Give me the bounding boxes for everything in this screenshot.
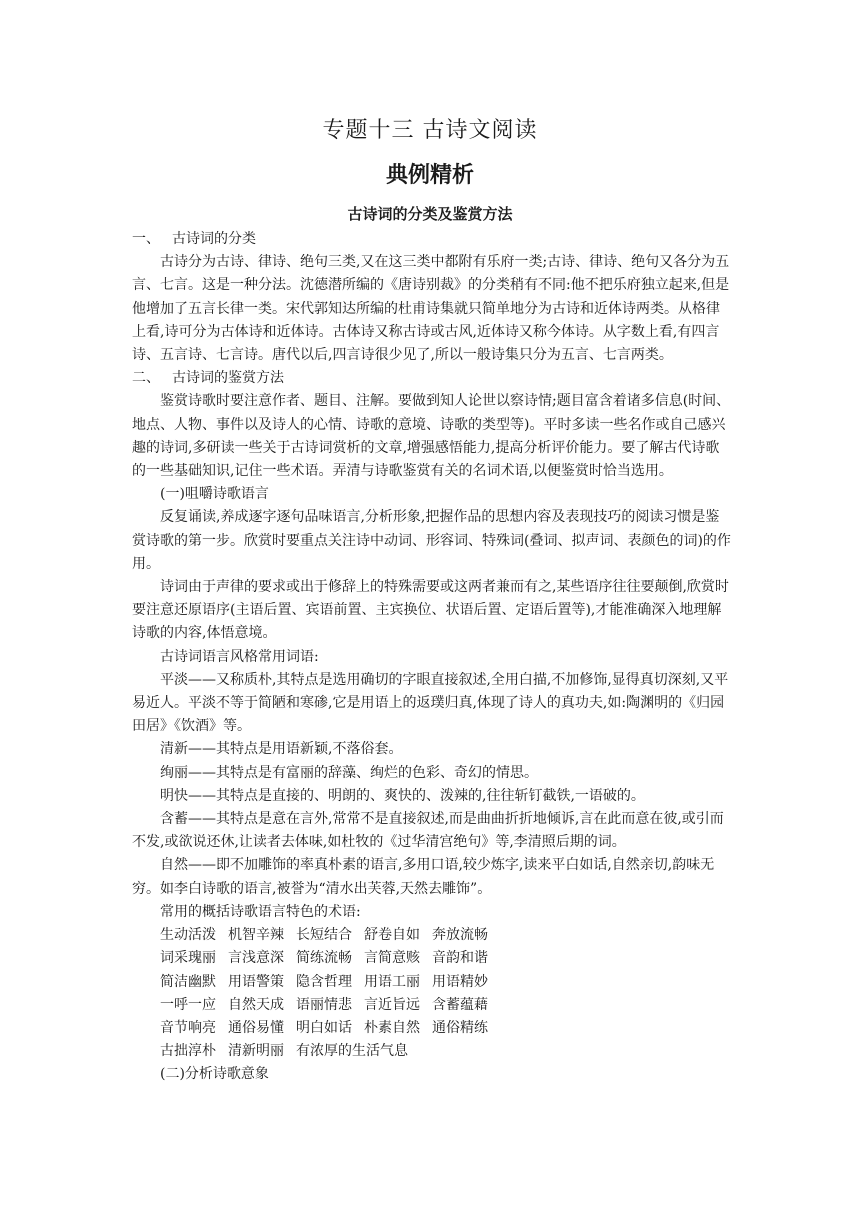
term: 朴素自然: [364, 1019, 420, 1036]
paragraph: 诗词由于声律的要求或出于修辞上的特殊需要或这两者兼而有之,某些语序往往要颠倒,欣赏时要注意还原语序(主语后置、宾语前置、主宾换位、状语后置、定语后置等),才能准确深入地理解诗歌的内容,体悟意境。: [132, 579, 729, 642]
term: 言浅意深: [228, 950, 284, 967]
term: 用语警策: [228, 973, 284, 990]
heading-text: 古诗词的分类: [172, 231, 256, 247]
paragraph: 鉴赏诗歌时要注意作者、题目、注解。要做到知人论世以察诗情;题目富含着诸多信息(时间、地点、人物、事件以及诗人的心情、诗歌的意境、诗歌的类型等)。平时多读一些名作或自己感兴趣的诗词,多研读一些关于古诗词赏析的文章,增强感悟能力,提高分析评价能力。要了解古代诗歌的一些基础知识,记住一些术语。弄清与诗歌鉴赏有关的名词术语,以便鉴赏时恰当选用。: [132, 393, 731, 480]
terms-row: [160, 1040, 732, 1063]
term: 通俗易懂: [228, 1019, 284, 1036]
term: 长短结合: [296, 927, 352, 944]
term: 古拙淳朴: [160, 1043, 216, 1060]
paragraph: 平淡——又称质朴,其特点是选用确切的字眼直接叙述,全用白描,不加修饰,显得真切深刻,又平易近人。平淡不等于简陋和寒碜,它是用语上的返璞归真,体现了诗人的真功夫,如:陶渊明的《归园田居》《饮酒》等。: [132, 671, 729, 735]
term: 语丽情悲: [296, 996, 352, 1013]
heading-text: 古诗词的鉴赏方法: [172, 370, 284, 387]
term: 用语工丽: [364, 973, 420, 990]
paragraph: 清新——其特点是用语新颖,不落俗套。: [160, 741, 403, 758]
term: 舒卷自如: [364, 927, 420, 944]
term: 通俗精练: [432, 1019, 488, 1036]
term: 言近旨远: [364, 996, 420, 1013]
subheading-language: (一)咀嚼诗歌语言: [160, 486, 269, 503]
paragraph: 明快——其特点是直接的、明朗的、爽快的、泼辣的,往往斩钉截铁,一语破的。: [160, 787, 645, 804]
term: 有浓厚的生活气息: [296, 1043, 408, 1060]
document-body: [132, 228, 732, 1087]
paragraph: 自然——即不加雕饰的率真朴素的语言,多用口语,较少炼字,读来平白如话,自然亲切,韵味无穷。如李白诗歌的语言,被誉为“清水出芙蓉,天然去雕饰”。: [132, 857, 715, 897]
term: 用语精妙: [432, 973, 488, 990]
paragraph: 反复诵读,养成逐字逐句品味语言,分析形象,把握作品的思想内容及表现技巧的阅读习惯是鉴赏诗歌的第一步。欣赏时要重点关注诗中动词、形容词、特殊词(叠词、拟声词、表颜色的词)的作用。: [132, 509, 731, 572]
heading-number: 二、: [132, 370, 160, 387]
term: 音韵和谐: [432, 950, 488, 967]
term: 隐含哲理: [296, 973, 352, 990]
heading-appreciation: [132, 367, 732, 390]
terms-list: [132, 924, 732, 1063]
term: 清新明丽: [228, 1043, 284, 1060]
paragraph: 古诗词语言风格常用词语:: [160, 648, 319, 665]
heading-number: 一、: [132, 231, 160, 247]
paragraph: 含蓄——其特点是意在言外,常常不是直接叙述,而是曲曲折折地倾诉,言在此而意在彼,或引而不发,或欲说还休,让读者去体味,如杜牧的《过华清宫绝句》等,李清照后期的词。: [132, 811, 724, 851]
paragraph: 常用的概括诗歌语言特色的术语:: [160, 903, 361, 920]
term: 自然天成: [228, 996, 284, 1013]
term: 生动活泼: [160, 927, 216, 944]
term: 含蓄蕴藉: [432, 996, 488, 1013]
term: 音节响亮: [160, 1019, 216, 1036]
term: 明白如话: [296, 1019, 352, 1036]
term: 词采瑰丽: [160, 950, 216, 967]
paragraph: 绚丽——其特点是有富丽的辞藻、绚烂的色彩、奇幻的情思。: [160, 764, 538, 781]
terms-row: [160, 947, 732, 970]
subheading-imagery: (二)分析诗歌意象: [160, 1066, 269, 1083]
term: 奔放流畅: [432, 927, 488, 944]
term: 机智辛辣: [228, 927, 284, 944]
terms-row: [160, 994, 732, 1017]
terms-row: [160, 971, 732, 994]
terms-row: [160, 924, 732, 947]
section-title: 古诗词的分类及鉴赏方法: [347, 205, 513, 223]
term: 简洁幽默: [160, 973, 216, 990]
heading-classification: [132, 228, 732, 251]
term: 简练流畅: [296, 950, 352, 967]
page-title: 专题十三 古诗文阅读: [322, 118, 538, 143]
page-subtitle: 典例精析: [385, 163, 474, 188]
paragraph: 古诗分为古诗、律诗、绝句三类,又在这三类中都附有乐府一类;古诗、律诗、绝句又各分为五言、七言。这是一种分法。沈德潜所编的《唐诗别裁》的分类稍有不同:他不把乐府独立起来,但是他增加了五言长律一类。宋代郭知达所编的杜甫诗集就只简单地分为古诗和近体诗两类。从格律上看,诗可分为古体诗和近体诗。古体诗又称古诗或古风,近体诗又称今体诗。从字数上看,有四言诗、五言诗、七言诗。唐代以后,四言诗很少见了,所以一般诗集只分为五言、七言两类。: [132, 254, 730, 364]
terms-row: [160, 1017, 732, 1040]
term: 言简意赅: [364, 950, 420, 967]
term: 一呼一应: [160, 996, 216, 1013]
